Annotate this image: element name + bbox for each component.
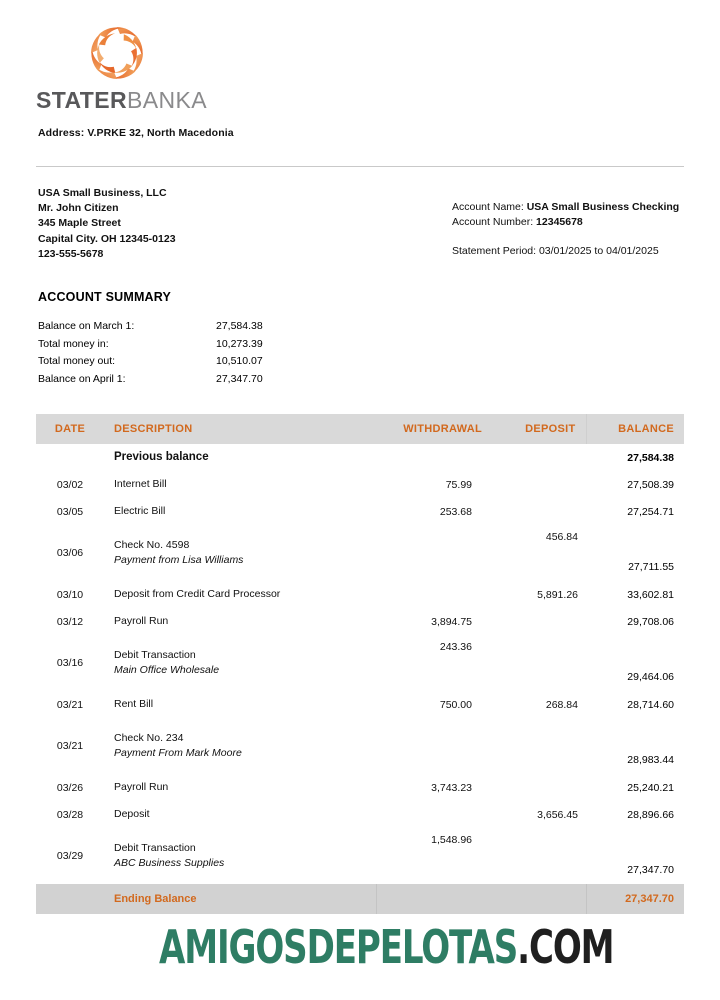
transactions-table bbox=[36, 414, 684, 914]
cell-balance: 28,714.60 bbox=[586, 691, 684, 718]
customer-line: 345 Maple Street bbox=[38, 217, 121, 230]
cell-description bbox=[104, 801, 376, 828]
cell-description bbox=[104, 525, 376, 581]
summary-label: Balance on April 1: bbox=[38, 372, 126, 385]
description-main: Internet Bill bbox=[114, 478, 167, 490]
cell-balance: 27,347.70 bbox=[586, 828, 684, 884]
site-watermark bbox=[120, 920, 653, 974]
description-sub: Payment From Mark Moore bbox=[114, 747, 242, 759]
spiral-sunburst-logo-icon bbox=[86, 22, 148, 84]
summary-label: Total money out: bbox=[38, 355, 116, 367]
cell-withdrawal bbox=[376, 801, 492, 828]
cell-withdrawal bbox=[376, 718, 492, 774]
footer-spacer-deposit bbox=[492, 884, 586, 914]
description-main: Check No. 4598 bbox=[114, 539, 190, 551]
cell-balance: 27,508.39 bbox=[586, 471, 684, 498]
customer-line: 123-555-5678 bbox=[38, 247, 104, 260]
summary-row bbox=[38, 321, 263, 339]
column-header-description: DESCRIPTION bbox=[104, 414, 376, 444]
ending-balance-row bbox=[36, 884, 684, 914]
description-main: Electric Bill bbox=[114, 505, 166, 517]
table-row bbox=[36, 581, 684, 608]
cell-withdrawal bbox=[376, 581, 492, 608]
cell-withdrawal: 243.36 bbox=[376, 635, 492, 691]
cell-withdrawal: 75.99 bbox=[376, 471, 492, 498]
cell-description bbox=[104, 691, 376, 718]
cell-description bbox=[104, 498, 376, 525]
cell-deposit: 268.84 bbox=[492, 691, 586, 718]
account-summary-table bbox=[38, 321, 263, 391]
cell-deposit bbox=[492, 498, 586, 525]
cell-deposit bbox=[492, 635, 586, 691]
account-number-value: 12345678 bbox=[536, 216, 583, 229]
cell-deposit bbox=[492, 774, 586, 801]
customer-address-block bbox=[38, 186, 176, 262]
cell-description bbox=[104, 608, 376, 635]
description-main: Previous balance bbox=[114, 451, 209, 463]
cell-description bbox=[104, 444, 376, 471]
description-main: Payroll Run bbox=[114, 615, 169, 627]
description-sub: ABC Business Supplies bbox=[114, 857, 225, 869]
cell-date: 03/28 bbox=[36, 801, 104, 828]
watermark-suffix: .COM bbox=[517, 920, 614, 974]
cell-deposit bbox=[492, 718, 586, 774]
summary-label: Balance on March 1: bbox=[38, 320, 135, 332]
cell-description bbox=[104, 828, 376, 884]
table-row bbox=[36, 471, 684, 498]
cell-description bbox=[104, 718, 376, 774]
cell-date: 03/06 bbox=[36, 525, 104, 581]
cell-balance: 27,254.71 bbox=[586, 498, 684, 525]
account-name-label: Account Name: bbox=[452, 201, 524, 213]
cell-withdrawal: 750.00 bbox=[376, 691, 492, 718]
cell-description bbox=[104, 471, 376, 498]
transactions-header bbox=[36, 414, 684, 444]
table-header-row bbox=[36, 414, 684, 444]
table-row bbox=[36, 718, 684, 774]
cell-deposit: 5,891.26 bbox=[492, 581, 586, 608]
cell-withdrawal bbox=[376, 444, 492, 471]
summary-value: 10,273.39 bbox=[216, 337, 263, 350]
description-main: Debit Transaction bbox=[114, 649, 196, 661]
cell-description bbox=[104, 581, 376, 608]
bank-wordmark-light: BANKA bbox=[127, 87, 207, 113]
description-main: Check No. 234 bbox=[114, 732, 184, 744]
customer-line: USA Small Business, LLC bbox=[38, 187, 167, 199]
cell-balance: 27,711.55 bbox=[586, 525, 684, 581]
cell-withdrawal bbox=[376, 525, 492, 581]
description-main: Deposit bbox=[114, 808, 150, 820]
description-sub: Main Office Wholesale bbox=[114, 664, 220, 676]
cell-balance: 28,983.44 bbox=[586, 718, 684, 774]
account-summary-title: ACCOUNT SUMMARY bbox=[38, 290, 172, 304]
bank-wordmark bbox=[36, 88, 336, 113]
cell-withdrawal: 3,894.75 bbox=[376, 608, 492, 635]
bank-wordmark-bold: STATER bbox=[36, 87, 127, 113]
cell-withdrawal: 253.68 bbox=[376, 498, 492, 525]
account-name-value: USA Small Business Checking bbox=[526, 201, 680, 213]
account-number-row bbox=[452, 215, 679, 230]
description-main: Debit Transaction bbox=[114, 842, 196, 854]
cell-date: 03/29 bbox=[36, 828, 104, 884]
account-number-label: Account Number: bbox=[452, 216, 534, 229]
bank-brand bbox=[36, 22, 336, 113]
cell-balance: 25,240.21 bbox=[586, 774, 684, 801]
cell-balance: 33,602.81 bbox=[586, 581, 684, 608]
cell-date: 03/05 bbox=[36, 498, 104, 525]
cell-description bbox=[104, 635, 376, 691]
ending-balance-value: 27,347.70 bbox=[586, 884, 684, 914]
table-row bbox=[36, 635, 684, 691]
cell-deposit bbox=[492, 608, 586, 635]
transactions-body bbox=[36, 444, 684, 884]
cell-deposit: 456.84 bbox=[492, 525, 586, 581]
description-main: Rent Bill bbox=[114, 698, 154, 710]
column-header-balance: BALANCE bbox=[586, 414, 684, 444]
cell-description bbox=[104, 774, 376, 801]
watermark-primary: AMIGOSDEPELOTAS bbox=[158, 920, 518, 974]
cell-date bbox=[36, 444, 104, 471]
summary-row bbox=[38, 339, 263, 357]
description-sub: Payment from Lisa Williams bbox=[114, 554, 244, 566]
summary-value: 27,584.38 bbox=[216, 320, 263, 332]
cell-date: 03/10 bbox=[36, 581, 104, 608]
description-main: Deposit from Credit Card Processor bbox=[114, 588, 281, 600]
cell-deposit bbox=[492, 444, 586, 471]
summary-value: 27,347.70 bbox=[216, 372, 263, 385]
bank-address: Address: V.PRKE 32, North Macedonia bbox=[38, 127, 234, 139]
table-row bbox=[36, 525, 684, 581]
cell-deposit bbox=[492, 471, 586, 498]
account-name-row bbox=[452, 200, 679, 215]
cell-date: 03/21 bbox=[36, 718, 104, 774]
table-row bbox=[36, 801, 684, 828]
cell-date: 03/16 bbox=[36, 635, 104, 691]
cell-date: 03/26 bbox=[36, 774, 104, 801]
cell-deposit: 3,656.45 bbox=[492, 801, 586, 828]
cell-date: 03/02 bbox=[36, 471, 104, 498]
column-header-withdrawal: WITHDRAWAL bbox=[376, 414, 492, 444]
column-header-date: DATE bbox=[36, 414, 104, 444]
ending-balance-label: Ending Balance bbox=[104, 884, 376, 914]
summary-label: Total money in: bbox=[38, 337, 109, 350]
footer-spacer-withdrawal bbox=[376, 884, 492, 914]
table-row bbox=[36, 774, 684, 801]
cell-deposit bbox=[492, 828, 586, 884]
table-row bbox=[36, 498, 684, 525]
description-main: Payroll Run bbox=[114, 781, 169, 793]
column-header-deposit: DEPOSIT bbox=[492, 414, 586, 444]
cell-date: 03/21 bbox=[36, 691, 104, 718]
summary-row bbox=[38, 356, 263, 374]
transactions-footer bbox=[36, 884, 684, 914]
table-row bbox=[36, 691, 684, 718]
cell-balance: 29,708.06 bbox=[586, 608, 684, 635]
cell-withdrawal: 3,743.23 bbox=[376, 774, 492, 801]
table-row-previous-balance bbox=[36, 444, 684, 471]
table-row bbox=[36, 828, 684, 884]
customer-line: Capital City. OH 12345-0123 bbox=[38, 232, 176, 245]
cell-balance: 28,896.66 bbox=[586, 801, 684, 828]
cell-balance: 29,464.06 bbox=[586, 635, 684, 691]
summary-row bbox=[38, 374, 263, 392]
cell-date: 03/12 bbox=[36, 608, 104, 635]
table-row bbox=[36, 608, 684, 635]
cell-withdrawal: 1,548.96 bbox=[376, 828, 492, 884]
customer-line: Mr. John Citizen bbox=[38, 202, 119, 215]
summary-value: 10,510.07 bbox=[216, 355, 263, 367]
header-divider bbox=[36, 166, 684, 167]
footer-spacer-date bbox=[36, 884, 104, 914]
cell-balance: 27,584.38 bbox=[586, 444, 684, 471]
statement-period: Statement Period: 03/01/2025 to 04/01/2025 bbox=[452, 245, 659, 258]
account-meta-block bbox=[452, 200, 679, 260]
